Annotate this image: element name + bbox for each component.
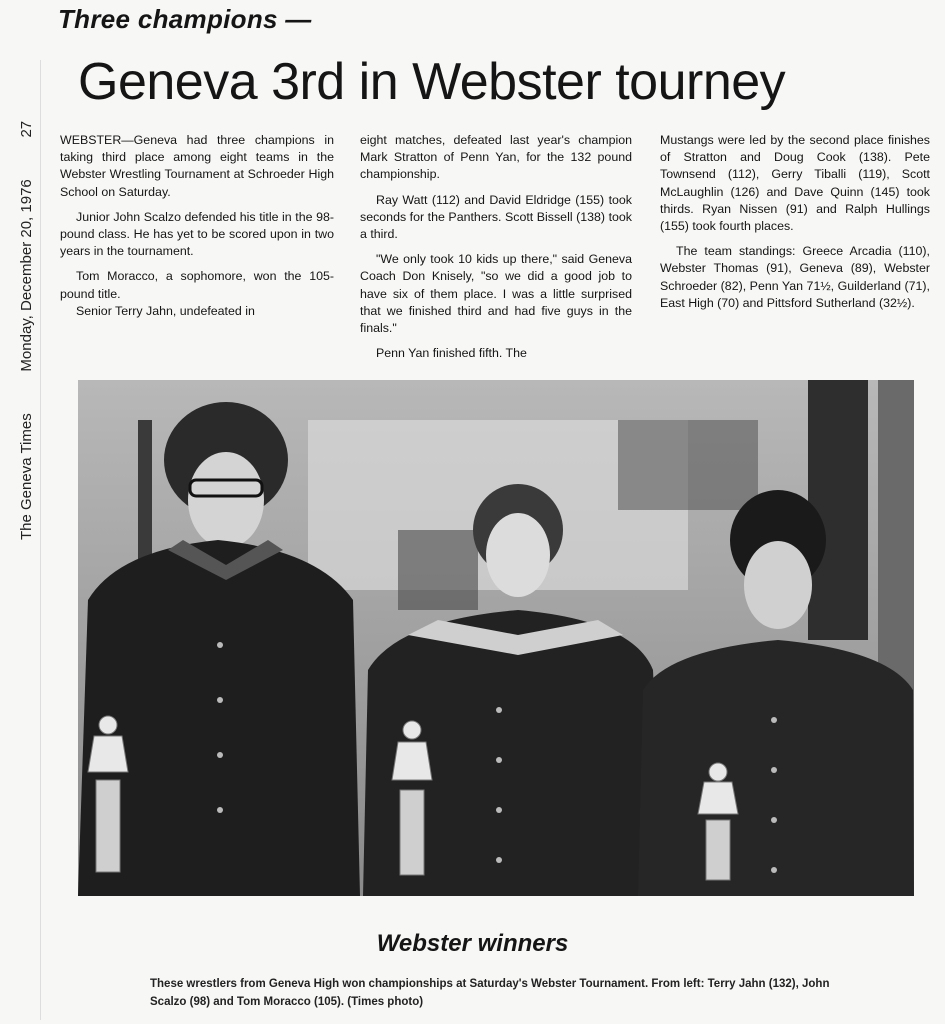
article-headline: Geneva 3rd in Webster tourney	[78, 53, 786, 111]
paragraph: The team standings: Greece Arcadia (110), Webster Thomas (91), Geneva (89), Webster Schroeder (82), Penn Yan 71½, Guilderland (71), East High (70) and Pittsford Sutherland (32½).	[660, 244, 930, 310]
paragraph: Mustangs were led by the second place finishes of Stratton and Doug Cook (138). Pete Townsend (112), Gerry Tiballi (119), Scott McLaughlin (126) and Dave Quinn (145) took thirds. Ryan Nissen (91) and Ralph Hullings (155) took fourth places.	[660, 133, 930, 234]
page-date-line	[18, 121, 35, 540]
paragraph: Penn Yan finished fifth. The	[376, 346, 527, 361]
paragraph: Senior Terry Jahn, undefeated in	[76, 303, 255, 318]
article-column-3	[660, 132, 930, 320]
page-margin-rule	[40, 60, 41, 1020]
paragraph: "We only took 10 kids up there," said Geneva Coach Don Knisely, "so we did a good job to have six of them place. I was a little surprised that we finished third and had five guys in the finals."	[360, 252, 632, 336]
photo-caption-title: Webster winners	[376, 930, 569, 957]
paragraph: WEBSTER—Geneva had three champions in taking third place among eight teams in the Webster Wrestling Tournament at Schroeder High School on Saturday.	[60, 133, 334, 199]
page-margin	[6, 20, 35, 550]
paragraph: Tom Moracco, a sophomore, won the 105-pound title.	[60, 269, 334, 301]
page-number: 27	[18, 120, 35, 138]
newspaper-name: The Geneva Times	[18, 413, 35, 540]
photo-caption: These wrestlers from Geneva High won championships at Saturday's Webster Tournament. From left: Terry Jahn (132), John Scalzo (98) and Tom Moracco (105). (Times photo)	[150, 978, 830, 1008]
news-photo	[78, 380, 914, 896]
issue-date: Monday, December 20, 1976	[18, 179, 35, 372]
article-column-1	[60, 132, 334, 328]
paragraph: Junior John Scalzo defended his title in the 98-pound class. He has yet to be scored upon in two years in the tournament.	[60, 209, 334, 259]
paragraph: Ray Watt (112) and David Eldridge (155) took seconds for the Panthers. Scott Bissell (138) took a third.	[360, 192, 632, 242]
paragraph: eight matches, defeated last year's champion Mark Stratton of Penn Yan, for the 132 pound championship.	[360, 133, 632, 182]
photo-illustration	[78, 380, 914, 896]
article-kicker: Three champions —	[58, 4, 312, 34]
article-column-2	[360, 132, 632, 370]
